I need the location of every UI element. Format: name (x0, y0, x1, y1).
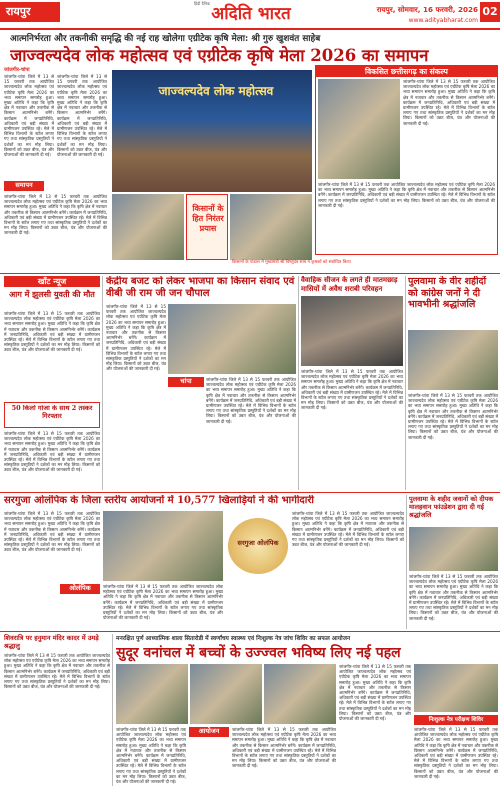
row2-col1-box-title: 50 किलो गांजा के साथ 2 तस्कर गिरफ्तार (11, 405, 93, 420)
divider-3 (405, 276, 406, 490)
section-rule-1 (0, 273, 500, 274)
lead-body-col3: जांजगीर-चांपा जिले में 13 से 15 फरवरी तक आयोजित जाज्वल्यदेव लोक महोत्सव एवं एग्रीटेक कृषि मेला 2026 का भव्य समापन समारोह हुआ। मुख्य अतिथि ने कहा कि कृषि क्षेत्र में नवाचार और तकनीक से किसान आत्मनिर्भर बनेंगे। कार्यक्रम में जनप्रतिनिधि, अधिकारी एवं बड़ी संख्या में ग्रामीणजन उपस्थित रहे। मेले में विभिन्न विभागों के स्टॉल लगाए गए तथा सांस्कृतिक प्रस्तुतियों ने दर्शकों का मन मोह लिया। किसानों को उन्नत बीज, यंत्र और योजनाओं की जानकारी दी गई। (4, 194, 107, 236)
lead-dateline (4, 67, 104, 73)
row3-logo (228, 518, 288, 574)
lead-photo-3 (230, 194, 312, 260)
page-number: 02 (480, 2, 500, 22)
row4-photo-1 (116, 664, 188, 724)
lead-side-tag: समापन (4, 181, 44, 191)
lead-main-photo (112, 70, 312, 192)
edition-label: रायपुर (0, 2, 60, 22)
row3-headline: सरगुजा ओलंपिक के जिला स्तरीय आयोजनों में 10,577 खिलाड़ियों ने की भागीदारी (4, 495, 315, 506)
row4-right-photo (414, 664, 498, 712)
row2-col1-box (4, 402, 100, 428)
lead-photo-2 (112, 194, 184, 260)
right-top-caption: किसानों के पांडाल में मुख्यमंत्री श्री विष्णुदेव साय ने कृषकों को संबोधित किया (232, 260, 351, 265)
header-rule (0, 28, 500, 30)
row4-left-body: जांजगीर-चांपा जिले में 13 से 15 फरवरी तक आयोजित जाज्वल्यदेव लोक महोत्सव एवं एग्रीटेक कृषि मेला 2026 का भव्य समापन समारोह हुआ। मुख्य अतिथि ने कहा कि कृषि क्षेत्र में नवाचार और तकनीक से किसान आत्मनिर्भर बनेंगे। कार्यक्रम में जनप्रतिनिधि, अधिकारी एवं बड़ी संख्या में ग्रामीणजन उपस्थित रहे। मेले में विभिन्न विभागों के स्टॉल लगाए गए तथा सांस्कृतिक प्रस्तुतियों ने दर्शकों का मन मोह लिया। किसानों को उन्नत बीज, यंत्र और योजनाओं की जानकारी दी गई। (4, 653, 110, 690)
row4-left-headline: शिवरात्रि पर हनुमान मंदिर कादर में उमड़े श्रद्धालु (4, 634, 99, 650)
row4-photo-2 (190, 664, 262, 724)
row3-body-1: जांजगीर-चांपा जिले में 13 से 15 फरवरी तक आयोजित जाज्वल्यदेव लोक महोत्सव एवं एग्रीटेक कृषि मेला 2026 का भव्य समापन समारोह हुआ। मुख्य अतिथि ने कहा कि कृषि क्षेत्र में नवाचार और तकनीक से किसान आत्मनिर्भर बनेंगे। कार्यक्रम में जनप्रतिनिधि, अधिकारी एवं बड़ी संख्या में ग्रामीणजन उपस्थित रहे। मेले में विभिन्न विभागों के स्टॉल लगाए गए तथा सांस्कृतिक प्रस्तुतियों ने दर्शकों का मन मोह लिया। किसानों को उन्नत बीज, यंत्र और योजनाओं की जानकारी दी गई। (4, 511, 100, 553)
row3-right-headline: पुलवामा के शहीद जवानों को दीपक मालहवान फांउडेशन द्वारा दी गई श्रद्धांजलि (409, 495, 494, 519)
row4-body-2: जांजगीर-चांपा जिले में 13 से 15 फरवरी तक आयोजित जाज्वल्यदेव लोक महोत्सव एवं एग्रीटेक कृषि मेला 2026 का भव्य समापन समारोह हुआ। मुख्य अतिथि ने कहा कि कृषि क्षेत्र में नवाचार और तकनीक से किसान आत्मनिर्भर बनेंगे। कार्यक्रम में जनप्रतिनिधि, अधिकारी एवं बड़ी संख्या में ग्रामीणजन उपस्थित रहे। मेले में विभिन्न विभागों के स्टॉल लगाए गए तथा सांस्कृतिक प्रस्तुतियों ने दर्शकों का मन मोह लिया। किसानों को उन्नत बीज, यंत्र और योजनाओं की जानकारी दी गई। (232, 727, 336, 769)
row4-body-3: जांजगीर-चांपा जिले में 13 से 15 फरवरी तक आयोजित जाज्वल्यदेव लोक महोत्सव एवं एग्रीटेक कृषि मेला 2026 का भव्य समापन समारोह हुआ। मुख्य अतिथि ने कहा कि कृषि क्षेत्र में नवाचार और तकनीक से किसान आत्मनिर्भर बनेंगे। कार्यक्रम में जनप्रतिनिधि, अधिकारी एवं बड़ी संख्या में ग्रामीणजन उपस्थित रहे। मेले में विभिन्न विभागों के स्टॉल लगाए गए तथा सांस्कृतिक प्रस्तुतियों ने दर्शकों का मन मोह लिया। किसानों को उन्नत बीज, यंत्र और योजनाओं की जानकारी दी गई। (339, 664, 411, 722)
row3-tag: ओलंपिक (60, 584, 100, 594)
row2-col1-body-2: जांजगीर-चांपा जिले में 13 से 15 फरवरी तक आयोजित जाज्वल्यदेव लोक महोत्सव एवं एग्रीटेक कृषि मेला 2026 का भव्य समापन समारोह हुआ। मुख्य अतिथि ने कहा कि कृषि क्षेत्र में नवाचार और तकनीक से किसान आत्मनिर्भर बनेंगे। कार्यक्रम में जनप्रतिनिधि, अधिकारी एवं बड़ी संख्या में ग्रामीणजन उपस्थित रहे। मेले में विभिन्न विभागों के स्टॉल लगाए गए तथा सांस्कृतिक प्रस्तुतियों ने दर्शकों का मन मोह लिया। किसानों को उन्नत बीज, यंत्र और योजनाओं की जानकारी दी गई। (4, 431, 100, 473)
row4-headline: सुदूर वनांचल में बच्चों के उज्ज्वल भविष्य लिए नई पहल (116, 645, 401, 661)
right-top-body-1: जांजगीर-चांपा जिले में 13 से 15 फरवरी तक आयोजित जाज्वल्यदेव लोक महोत्सव एवं एग्रीटेक कृषि मेला 2026 का भव्य समापन समारोह हुआ। मुख्य अतिथि ने कहा कि कृषि क्षेत्र में नवाचार और तकनीक से किसान आत्मनिर्भर बनेंगे। कार्यक्रम में जनप्रतिनिधि, अधिकारी एवं बड़ी संख्या में ग्रामीणजन उपस्थित रहे। मेले में विभिन्न विभागों के स्टॉल लगाए गए तथा सांस्कृतिक प्रस्तुतियों ने दर्शकों का मन मोह लिया। किसानों को उन्नत बीज, यंत्र और योजनाओं की जानकारी दी गई। (403, 79, 495, 126)
lead-dateline-text: जांजगीर-चांपा (4, 67, 30, 73)
row2-col4-body: जांजगीर-चांपा जिले में 13 से 15 फरवरी तक आयोजित जाज्वल्यदेव लोक महोत्सव एवं एग्रीटेक कृषि मेला 2026 का भव्य समापन समारोह हुआ। मुख्य अतिथि ने कहा कि कृषि क्षेत्र में नवाचार और तकनीक से किसान आत्मनिर्भर बनेंगे। कार्यक्रम में जनप्रतिनिधि, अधिकारी एवं बड़ी संख्या में ग्रामीणजन उपस्थित रहे। मेले में विभिन्न विभागों के स्टॉल लगाए गए तथा सांस्कृतिक प्रस्तुतियों ने दर्शकों का मन मोह लिया। किसानों को उन्नत बीज, यंत्र और योजनाओं की जानकारी दी गई। (408, 393, 498, 440)
lead-inset-box (186, 194, 228, 260)
row4-body-1: जांजगीर-चांपा जिले में 13 से 15 फरवरी तक आयोजित जाज्वल्यदेव लोक महोत्सव एवं एग्रीटेक कृषि मेला 2026 का भव्य समापन समारोह हुआ। मुख्य अतिथि ने कहा कि कृषि क्षेत्र में नवाचार और तकनीक से किसान आत्मनिर्भर बनेंगे। कार्यक्रम में जनप्रतिनिधि, अधिकारी एवं बड़ी संख्या में ग्रामीणजन उपस्थित रहे। मेले में विभिन्न विभागों के स्टॉल लगाए गए तथा सांस्कृतिक प्रस्तुतियों ने दर्शकों का मन मोह लिया। किसानों को उन्नत बीज, यंत्र और योजनाओं की जानकारी दी गई। (116, 727, 186, 785)
row2-col2-place-tag: चांपा (168, 377, 204, 387)
right-top-box (315, 65, 498, 255)
right-top-photo (318, 79, 400, 179)
row2-col3-body: जांजगीर-चांपा जिले में 13 से 15 फरवरी तक आयोजित जाज्वल्यदेव लोक महोत्सव एवं एग्रीटेक कृषि मेला 2026 का भव्य समापन समारोह हुआ। मुख्य अतिथि ने कहा कि कृषि क्षेत्र में नवाचार और तकनीक से किसान आत्मनिर्भर बनेंगे। कार्यक्रम में जनप्रतिनिधि, अधिकारी एवं बड़ी संख्या में ग्रामीणजन उपस्थित रहे। मेले में विभिन्न विभागों के स्टॉल लगाए गए तथा सांस्कृतिक प्रस्तुतियों ने दर्शकों का मन मोह लिया। किसानों को उन्नत बीज, यंत्र और योजनाओं की जानकारी दी गई। (301, 369, 403, 411)
row4-right-box-title: निःशुल्क नेत्र परीक्षण शिविर (414, 715, 498, 725)
lead-photo-banner: जाज्वल्यदेव लोक महोत्सव (158, 84, 274, 98)
divider-5 (112, 634, 113, 786)
lead-body-col1: जांजगीर-चांपा जिले में 13 से 15 फरवरी तक आयोजित जाज्वल्यदेव लोक महोत्सव एवं एग्रीटेक कृषि मेला 2026 का भव्य समापन समारोह हुआ। मुख्य अतिथि ने कहा कि कृषि क्षेत्र में नवाचार और तकनीक से किसान आत्मनिर्भर बनेंगे। कार्यक्रम में जनप्रतिनिधि, अधिकारी एवं बड़ी संख्या में ग्रामीणजन उपस्थित रहे। मेले में विभिन्न विभागों के स्टॉल लगाए गए तथा सांस्कृतिक प्रस्तुतियों ने दर्शकों का मन मोह लिया। किसानों को उन्नत बीज, यंत्र और योजनाओं की जानकारी दी गई। (4, 74, 54, 158)
row4-right-body: जांजगीर-चांपा जिले में 13 से 15 फरवरी तक आयोजित जाज्वल्यदेव लोक महोत्सव एवं एग्रीटेक कृषि मेला 2026 का भव्य समापन समारोह हुआ। मुख्य अतिथि ने कहा कि कृषि क्षेत्र में नवाचार और तकनीक से किसान आत्मनिर्भर बनेंगे। कार्यक्रम में जनप्रतिनिधि, अधिकारी एवं बड़ी संख्या में ग्रामीणजन उपस्थित रहे। मेले में विभिन्न विभागों के स्टॉल लगाए गए तथा सांस्कृतिक प्रस्तुतियों ने दर्शकों का मन मोह लिया। किसानों को उन्नत बीज, यंत्र और योजनाओं की जानकारी दी गई। (414, 727, 498, 779)
lead-inset-caption: किसानों के हित निरंतर प्रयास (192, 203, 224, 233)
row2-col2-body-1: जांजगीर-चांपा जिले में 13 से 15 फरवरी तक आयोजित जाज्वल्यदेव लोक महोत्सव एवं एग्रीटेक कृषि मेला 2026 का भव्य समापन समारोह हुआ। मुख्य अतिथि ने कहा कि कृषि क्षेत्र में नवाचार और तकनीक से किसान आत्मनिर्भर बनेंगे। कार्यक्रम में जनप्रतिनिधि, अधिकारी एवं बड़ी संख्या में ग्रामीणजन उपस्थित रहे। मेले में विभिन्न विभागों के स्टॉल लगाए गए तथा सांस्कृतिक प्रस्तुतियों ने दर्शकों का मन मोह लिया। किसानों को उन्नत बीज, यंत्र और योजनाओं की जानकारी दी गई। (106, 304, 166, 372)
section-rule-3 (0, 631, 500, 632)
section-rule-2 (0, 492, 500, 493)
row2-col1-sub: आग में झुलसी युवती की मौत (9, 289, 95, 299)
lead-kicker: आत्मनिर्भरता और तकनीकी समृद्धि की नई राह खोलेगा एग्रीटेक कृषि मेला: श्री गुरु खुशवंत साहेब (10, 34, 321, 44)
row3-body-2: जांजगीर-चांपा जिले में 13 से 15 फरवरी तक आयोजित जाज्वल्यदेव लोक महोत्सव एवं एग्रीटेक कृषि मेला 2026 का भव्य समापन समारोह हुआ। मुख्य अतिथि ने कहा कि कृषि क्षेत्र में नवाचार और तकनीक से किसान आत्मनिर्भर बनेंगे। कार्यक्रम में जनप्रतिनिधि, अधिकारी एवं बड़ी संख्या में ग्रामीणजन उपस्थित रहे। मेले में विभिन्न विभागों के स्टॉल लगाए गए तथा सांस्कृतिक प्रस्तुतियों ने दर्शकों का मन मोह लिया। किसानों को उन्नत बीज, यंत्र और योजनाओं की जानकारी दी गई। (103, 584, 223, 621)
brand-tagline: हिंदी दैनिक (194, 1, 211, 6)
lead-body-col2: जांजगीर-चांपा जिले में 13 से 15 फरवरी तक आयोजित जाज्वल्यदेव लोक महोत्सव एवं एग्रीटेक कृषि मेला 2026 का भव्य समापन समारोह हुआ। मुख्य अतिथि ने कहा कि कृषि क्षेत्र में नवाचार और तकनीक से किसान आत्मनिर्भर बनेंगे। कार्यक्रम में जनप्रतिनिधि, अधिकारी एवं बड़ी संख्या में ग्रामीणजन उपस्थित रहे। मेले में विभिन्न विभागों के स्टॉल लगाए गए तथा सांस्कृतिक प्रस्तुतियों ने दर्शकों का मन मोह लिया। किसानों को उन्नत बीज, यंत्र और योजनाओं की जानकारी दी गई। (57, 74, 107, 158)
row4-kicker: मनरक्षित पुर्ण आध्यात्मिक शाला सितारोडी में स्वर्णांचय स्वास्थ्य एवं निःशुल्क नेत्र जांच शिविर का सफल आयोजन (116, 636, 351, 642)
row3-right-photo (409, 527, 498, 571)
row2-col1-body: जांजगीर-चांपा जिले में 13 से 15 फरवरी तक आयोजित जाज्वल्यदेव लोक महोत्सव एवं एग्रीटेक कृषि मेला 2026 का भव्य समापन समारोह हुआ। मुख्य अतिथि ने कहा कि कृषि क्षेत्र में नवाचार और तकनीक से किसान आत्मनिर्भर बनेंगे। कार्यक्रम में जनप्रतिनिधि, अधिकारी एवं बड़ी संख्या में ग्रामीणजन उपस्थित रहे। मेले में विभिन्न विभागों के स्टॉल लगाए गए तथा सांस्कृतिक प्रस्तुतियों ने दर्शकों का मन मोह लिया। किसानों को उन्नत बीज, यंत्र और योजनाओं की जानकारी दी गई। (4, 311, 100, 353)
divider-2 (298, 276, 299, 490)
divider-4 (406, 495, 407, 629)
brand-name: अदिति भारत (211, 4, 291, 24)
row2-col3-headline: वैवाहिक सीजन के लगते ही मातमछाड़ मासियों में अवैध शराबी परिवहन (301, 276, 398, 293)
right-top-body-2: जांजगीर-चांपा जिले में 13 से 15 फरवरी तक आयोजित जाज्वल्यदेव लोक महोत्सव एवं एग्रीटेक कृषि मेला 2026 का भव्य समापन समारोह हुआ। मुख्य अतिथि ने कहा कि कृषि क्षेत्र में नवाचार और तकनीक से किसान आत्मनिर्भर बनेंगे। कार्यक्रम में जनप्रतिनिधि, अधिकारी एवं बड़ी संख्या में ग्रामीणजन उपस्थित रहे। मेले में विभिन्न विभागों के स्टॉल लगाए गए तथा सांस्कृतिक प्रस्तुतियों ने दर्शकों का मन मोह लिया। किसानों को उन्नत बीज, यंत्र और योजनाओं की जानकारी दी गई। (318, 182, 495, 208)
row2-col4-headline: पुलवामा के वीर शहीदों को कांग्रेस जनों ने दी भावभीनी श्रद्धांजलि (408, 276, 487, 310)
row4-tag: आयोजन (189, 727, 229, 737)
row2-col2-body-2: जांजगीर-चांपा जिले में 13 से 15 फरवरी तक आयोजित जाज्वल्यदेव लोक महोत्सव एवं एग्रीटेक कृषि मेला 2026 का भव्य समापन समारोह हुआ। मुख्य अतिथि ने कहा कि कृषि क्षेत्र में नवाचार और तकनीक से किसान आत्मनिर्भर बनेंगे। कार्यक्रम में जनप्रतिनिधि, अधिकारी एवं बड़ी संख्या में ग्रामीणजन उपस्थित रहे। मेले में विभिन्न विभागों के स्टॉल लगाए गए तथा सांस्कृतिक प्रस्तुतियों ने दर्शकों का मन मोह लिया। किसानों को उन्नत बीज, यंत्र और योजनाओं की जानकारी दी गई। (206, 377, 296, 424)
brand-logo (176, 1, 326, 25)
row3-right-body: जांजगीर-चांपा जिले में 13 से 15 फरवरी तक आयोजित जाज्वल्यदेव लोक महोत्सव एवं एग्रीटेक कृषि मेला 2026 का भव्य समापन समारोह हुआ। मुख्य अतिथि ने कहा कि कृषि क्षेत्र में नवाचार और तकनीक से किसान आत्मनिर्भर बनेंगे। कार्यक्रम में जनप्रतिनिधि, अधिकारी एवं बड़ी संख्या में ग्रामीणजन उपस्थित रहे। मेले में विभिन्न विभागों के स्टॉल लगाए गए तथा सांस्कृतिक प्रस्तुतियों ने दर्शकों का मन मोह लिया। किसानों को उन्नत बीज, यंत्र और योजनाओं की जानकारी दी गई। (409, 574, 498, 621)
row2-col4-photo (408, 330, 498, 390)
row3-logo-text: सरगुजा ओलंपिक (237, 539, 279, 547)
row2-col3-photo (301, 296, 403, 366)
divider-1 (102, 276, 103, 490)
row2-col2-headline: केंद्रीय बजट को लेकर भाजपा का किसान संवाद एवं वीबी जी राम जी जन चौपाल (106, 276, 295, 299)
row3-photo (103, 511, 223, 581)
dateline: रायपुर, सोमवार, 16 फरवरी, 2026 (376, 5, 478, 14)
row2-col2-photo (168, 304, 296, 374)
right-top-title: विकसित छत्तीसगढ़ का संकल्प (316, 66, 497, 77)
row3-body-3: जांजगीर-चांपा जिले में 13 से 15 फरवरी तक आयोजित जाज्वल्यदेव लोक महोत्सव एवं एग्रीटेक कृषि मेला 2026 का भव्य समापन समारोह हुआ। मुख्य अतिथि ने कहा कि कृषि क्षेत्र में नवाचार और तकनीक से किसान आत्मनिर्भर बनेंगे। कार्यक्रम में जनप्रतिनिधि, अधिकारी एवं बड़ी संख्या में ग्रामीणजन उपस्थित रहे। मेले में विभिन्न विभागों के स्टॉल लगाए गए तथा सांस्कृतिक प्रस्तुतियों ने दर्शकों का मन मोह लिया। किसानों को उन्नत बीज, यंत्र और योजनाओं की जानकारी दी गई। (292, 511, 404, 548)
masthead (0, 0, 500, 30)
row4-photo-3 (264, 664, 336, 724)
row2-col1-title: खाँट न्यूज (4, 276, 100, 287)
lead-headline: जाज्वल्यदेव लोक महोत्सव एवं एग्रीटेक कृषि मेला 2026 का समापन (10, 46, 429, 65)
website-link[interactable]: www.adityabharat.com (408, 17, 478, 24)
